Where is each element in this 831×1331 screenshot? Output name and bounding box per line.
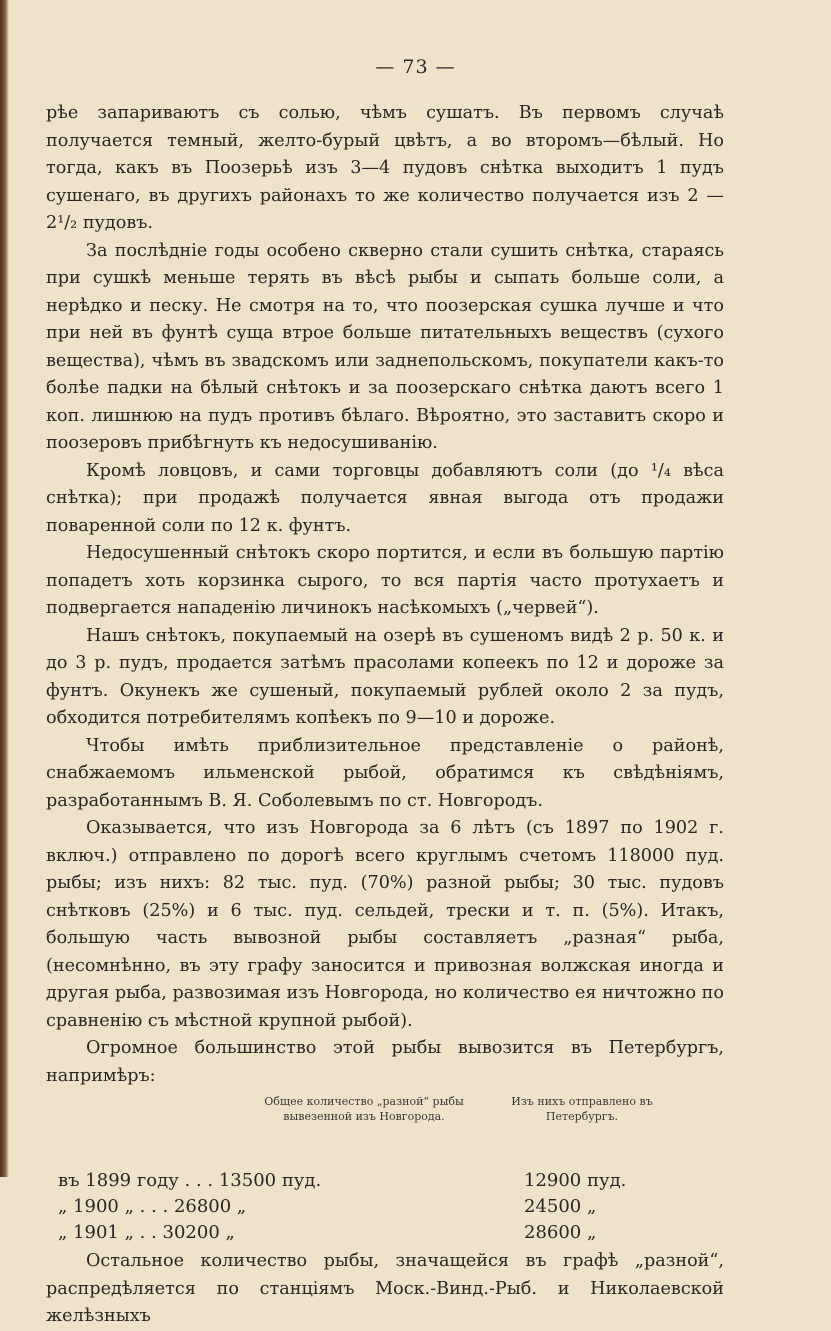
paragraph: Оказывается, что изъ Новгорода за 6 лѣтъ (съ 1897 по 1902 г. включ.) отправлено по дорогѣ всего круглымъ счетомъ 118000 пуд. рыбы; изъ нихъ: 82 тыс. пуд. (70%) разной рыбы; 30 тыс. пудовъ снѣтковъ (25%) и 6 тыс. пуд. сельдей, трески и т. п. (5%). Итакъ, большую часть вывозной рыбы составляетъ „разная“ рыба, (несомнѣнно, въ эту графу заносится и привозная волжская иногда и другая рыба, развозимая изъ Новгорода, но количество ея ничтожно по сравненію съ мѣстной крупной рыбой). [46,818,724,1031]
paragraph: За послѣдніе годы особено скверно стали сушить снѣтка, стараясь при сушкѣ меньше терять въ вѣсѣ рыбы и сыпать больше соли, а нерѣдко и песку. Не смотря на то, что поозерская сушка лучше и что при ней въ фунтѣ суща втрое больше питательныхъ веществъ (сухого вещества), чѣмъ въ звадскомъ или заднепольскомъ, покупатели какъ-то болѣе падки на бѣлый снѣтокъ и за поозерскаго снѣтка даютъ всего 1 коп. лишнюю на пудъ противъ бѣлаго. Вѣроятно, это заставитъ скоро и поозеровъ прибѣгнуть къ недосушиванію. [46,240,724,453]
table-header [46,1094,724,1168]
paragraph: Недосушенный снѣтокъ скоро портится, и если въ большую партію попадетъ хоть корзинка сырого, то вся партія часто протухаетъ и подвергается нападенію личинокъ насѣкомыхъ („червей“). [46,543,724,618]
table-header-petersburg: Изъ нихъ отправлено въ Петербургъ. [511,1095,653,1123]
table-cell-year-total: „ 1901 „ . . 30200 „ [58,1222,235,1243]
table-cell-petersburg: 28600 „ [524,1222,597,1243]
page-body [46,100,724,1331]
table-row [46,1220,724,1246]
paragraph: Чтобы имѣть приблизительное представленіе о районѣ, снабжаемомъ ильменской рыбой, обратимся къ свѣдѣніямъ, разработаннымъ В. Я. Соболевымъ по ст. Новгородъ. [46,735,724,811]
table-header-total: Общее количество „разной“ рыбы вывезенной изъ Новгорода. [264,1095,464,1123]
paragraph-closing: Остальное количество рыбы, значащейся въ графѣ „разной“, распредѣляется по станціямъ Моск.-Винд.-Рыб. и Николаевской желѣзныхъ [46,1251,724,1326]
page-number: — 73 — [375,56,456,78]
table-cell-year-total: въ 1899 году . . . 13500 пуд. [58,1170,322,1191]
paragraph: Огромное большинство этой рыбы вывозится въ Петербургъ, напримѣръ: [46,1038,724,1086]
table-cell-petersburg: 12900 пуд. [524,1170,627,1191]
paragraph: Нашъ снѣтокъ, покупаемый на озерѣ въ сушеномъ видѣ 2 р. 50 к. и до 3 р. пудъ, продается затѣмъ прасолами копеекъ по 12 и дороже за фунтъ. Окунекъ же сушеный, покупаемый рублей около 2 за пудъ, обходится потребителямъ копѣекъ по 9—10 и дороже. [46,625,724,728]
table-cell-year-total: „ 1900 „ . . . 26800 „ [58,1196,247,1217]
page-spine-edge [0,0,9,1177]
paragraph: Кромѣ ловцовъ, и сами торговцы добавляютъ соли (до ¹/₄ вѣса снѣтка); при продажѣ получается явная выгода отъ продажи поваренной соли по 12 к. фунтъ. [46,460,724,536]
table-row [46,1168,724,1194]
table-row [46,1194,724,1220]
paragraph: рѣе запариваютъ съ солью, чѣмъ сушатъ. Въ первомъ случаѣ получается темный, желто-бурый цвѣтъ, а во второмъ—бѣлый. Но тогда, какъ въ Поозерьѣ изъ 3—4 пудовъ снѣтка выходитъ 1 пудъ сушенаго, въ другихъ районахъ то же количество получается изъ 2 — 2¹/₂ пудовъ. [46,103,724,233]
table-cell-petersburg: 24500 „ [524,1196,597,1217]
